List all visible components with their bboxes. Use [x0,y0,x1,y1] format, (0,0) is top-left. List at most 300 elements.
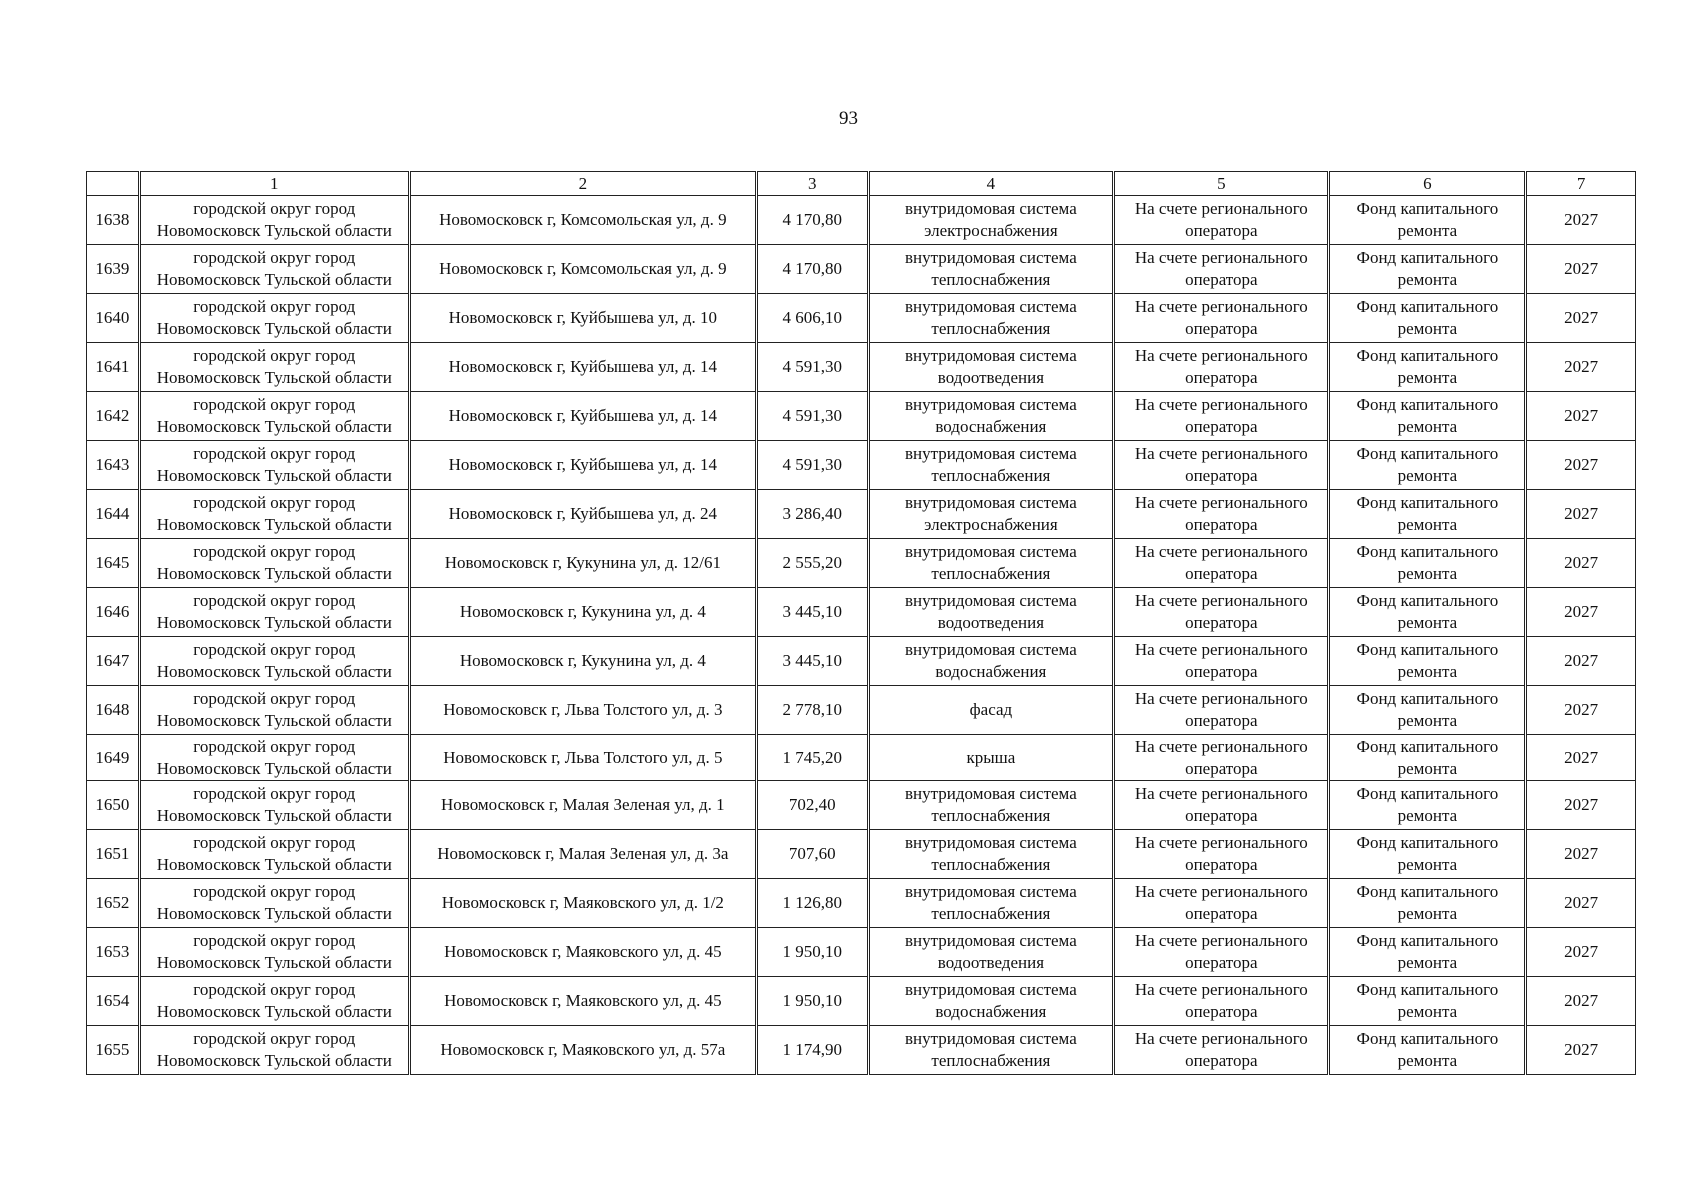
work-type-cell [868,588,1114,637]
account-cell [1114,490,1329,539]
area-text: 1 174,90 [782,1040,842,1059]
fund-line2: ремонта [1397,662,1458,681]
address-cell [409,392,756,441]
table-row [87,735,1636,781]
year-cell [1526,637,1636,686]
address-text: Новомосковск г, Маяковского ул, д. 45 [444,942,722,961]
work-line1: внутридомовая система [905,493,1077,512]
work-line1: внутридомовая система [905,980,1077,999]
municipality-line2: Новомосковск Тульской области [156,319,392,338]
work-type-cell [868,539,1114,588]
year-text: 2027 [1564,1040,1599,1059]
work-line2: теплоснабжения [931,564,1051,583]
fund-cell [1329,735,1526,781]
year-cell [1526,879,1636,928]
municipality-cell [139,441,409,490]
area-text: 3 445,10 [782,602,842,621]
header-cell-2: 2 [409,172,756,196]
address-text: Новомосковск г, Куйбышева ул, д. 10 [448,308,718,327]
municipality-line1: городской округ город [193,784,356,803]
address-cell [409,1026,756,1075]
year-cell [1526,392,1636,441]
account-line1: На счете регионального [1134,833,1308,852]
municipality-cell [139,490,409,539]
fund-cell [1329,490,1526,539]
address-cell [409,294,756,343]
municipality-line1: городской округ город [193,689,356,708]
municipality-cell [139,343,409,392]
fund-cell [1329,977,1526,1026]
fund-cell [1329,294,1526,343]
row-number [87,781,140,830]
municipality-line1: городской округ город [193,444,356,463]
fund-line1: Фонд капитального [1356,931,1499,950]
area-text: 4 606,10 [782,308,842,327]
row-number-text: 1644 [95,504,130,523]
year-text: 2027 [1564,893,1599,912]
table-row [87,343,1636,392]
fund-line1: Фонд капитального [1356,248,1499,267]
work-type-cell [868,781,1114,830]
work-line1: внутридомовая система [905,248,1077,267]
municipality-line2: Новомосковск Тульской области [156,417,392,436]
work-type-cell [868,879,1114,928]
fund-line2: ремонта [1397,564,1458,583]
table-row [87,392,1636,441]
account-line2: оператора [1185,855,1258,874]
fund-cell [1329,539,1526,588]
year-text: 2027 [1564,553,1599,572]
work-type-cell [868,392,1114,441]
account-cell [1114,735,1329,781]
address-text: Новомосковск г, Маяковского ул, д. 45 [444,991,722,1010]
table-row [87,928,1636,977]
account-line2: оператора [1185,1051,1258,1070]
address-text: Новомосковск г, Льва Толстого ул, д. 3 [443,700,723,719]
table-row [87,441,1636,490]
table-row [87,686,1636,735]
row-number-text: 1647 [95,651,130,670]
address-text: Новомосковск г, Кукунина ул, д. 12/61 [444,553,721,572]
work-type-cell [868,1026,1114,1075]
address-text: Новомосковск г, Кукунина ул, д. 4 [459,651,706,670]
area-cell [756,343,868,392]
account-cell [1114,441,1329,490]
address-cell [409,781,756,830]
row-number [87,830,140,879]
fund-line1: Фонд капитального [1356,882,1499,901]
account-line1: На счете регионального [1134,980,1308,999]
account-line2: оператора [1185,758,1258,778]
municipality-line2: Новомосковск Тульской области [156,806,392,825]
municipality-line2: Новомосковск Тульской области [156,662,392,681]
municipality-line2: Новомосковск Тульской области [156,515,392,534]
area-text: 707,60 [788,844,836,863]
row-number [87,637,140,686]
address-cell [409,441,756,490]
municipality-cell [139,539,409,588]
header-cell-6: 6 [1329,172,1526,196]
work-line2: водоотведения [937,368,1045,387]
row-number [87,879,140,928]
row-number [87,928,140,977]
account-cell [1114,781,1329,830]
account-line2: оператора [1185,221,1258,240]
work-line2: водоснабжения [935,417,1047,436]
address-text: Новомосковск г, Льва Толстого ул, д. 5 [443,747,723,767]
header-cell-num [87,172,140,196]
table-row [87,1026,1636,1075]
work-line1: крыша [966,747,1016,767]
fund-line1: Фонд капитального [1356,980,1499,999]
account-cell [1114,245,1329,294]
fund-line1: Фонд капитального [1356,346,1499,365]
account-line2: оператора [1185,515,1258,534]
work-line1: внутридомовая система [905,395,1077,414]
area-cell [756,490,868,539]
work-line2: водоотведения [937,613,1045,632]
fund-cell [1329,879,1526,928]
municipality-cell [139,879,409,928]
table-row [87,539,1636,588]
municipality-line2: Новомосковск Тульской области [156,221,392,240]
area-text: 4 591,30 [782,406,842,425]
address-text: Новомосковск г, Куйбышева ул, д. 24 [448,504,718,523]
municipality-line2: Новомосковск Тульской области [156,466,392,485]
fund-line2: ремонта [1397,221,1458,240]
row-number [87,196,140,245]
area-cell [756,686,868,735]
area-cell [756,245,868,294]
municipality-cell [139,735,409,781]
row-number [87,392,140,441]
address-text: Новомосковск г, Малая Зеленая ул, д. 3а [437,844,729,863]
municipality-line1: городской округ город [193,493,356,512]
area-cell [756,441,868,490]
year-text: 2027 [1564,406,1599,425]
account-line1: На счете регионального [1134,444,1308,463]
year-text: 2027 [1564,357,1599,376]
fund-line2: ремонта [1397,711,1458,730]
year-cell [1526,928,1636,977]
address-cell [409,735,756,781]
account-cell [1114,686,1329,735]
account-line1: На счете регионального [1134,689,1308,708]
row-number [87,686,140,735]
fund-line2: ремонта [1397,319,1458,338]
table-row [87,879,1636,928]
fund-cell [1329,343,1526,392]
year-text: 2027 [1564,308,1599,327]
fund-cell [1329,1026,1526,1075]
work-line1: внутридомовая система [905,444,1077,463]
table-row [87,830,1636,879]
fund-cell [1329,245,1526,294]
area-cell [756,539,868,588]
fund-line2: ремонта [1397,1002,1458,1021]
work-type-cell [868,294,1114,343]
row-number-text: 1651 [95,844,130,863]
municipality-cell [139,1026,409,1075]
header-cell-3: 3 [756,172,868,196]
account-line2: оператора [1185,319,1258,338]
municipality-cell [139,294,409,343]
address-cell [409,830,756,879]
work-line1: внутридомовая система [905,591,1077,610]
municipality-cell [139,830,409,879]
fund-line1: Фонд капитального [1356,736,1499,756]
fund-line2: ремонта [1397,270,1458,289]
account-line1: На счете регионального [1134,931,1308,950]
header-cell-4: 4 [868,172,1114,196]
work-line2: теплоснабжения [931,270,1051,289]
work-type-cell [868,245,1114,294]
fund-line1: Фонд капитального [1356,591,1499,610]
municipality-line1: городской округ город [193,199,356,218]
municipality-cell [139,392,409,441]
account-line1: На счете регионального [1134,346,1308,365]
address-cell [409,928,756,977]
fund-line1: Фонд капитального [1356,444,1499,463]
fund-line1: Фонд капитального [1356,689,1499,708]
year-cell [1526,245,1636,294]
row-number-text: 1649 [95,747,130,767]
fund-line2: ремонта [1397,466,1458,485]
work-line2: теплоснабжения [931,855,1051,874]
table-row [87,294,1636,343]
area-cell [756,1026,868,1075]
address-cell [409,637,756,686]
table-body [87,196,1636,1075]
area-cell [756,781,868,830]
year-cell [1526,588,1636,637]
account-line2: оператора [1185,466,1258,485]
header-cell-7: 7 [1526,172,1636,196]
account-line1: На счете регионального [1134,784,1308,803]
fund-line2: ремонта [1397,417,1458,436]
fund-line1: Фонд капитального [1356,640,1499,659]
municipality-line2: Новомосковск Тульской области [156,758,392,778]
row-number-text: 1645 [95,553,130,572]
work-line1: внутридомовая система [905,346,1077,365]
work-type-cell [868,343,1114,392]
municipality-line2: Новомосковск Тульской области [156,564,392,583]
work-line2: электроснабжения [924,221,1058,240]
municipality-line1: городской округ город [193,640,356,659]
fund-cell [1329,392,1526,441]
row-number-text: 1638 [95,210,130,229]
year-cell [1526,196,1636,245]
account-line1: На счете регионального [1134,640,1308,659]
address-text: Новомосковск г, Куйбышева ул, д. 14 [448,455,718,474]
municipality-line2: Новомосковск Тульской области [156,270,392,289]
fund-cell [1329,441,1526,490]
year-cell [1526,490,1636,539]
fund-line2: ремонта [1397,758,1458,778]
fund-line1: Фонд капитального [1356,395,1499,414]
area-text: 702,40 [788,795,836,814]
address-text: Новомосковск г, Кукунина ул, д. 4 [459,602,706,621]
area-cell [756,735,868,781]
work-line1: внутридомовая система [905,784,1077,803]
work-line2: водоснабжения [935,662,1047,681]
year-cell [1526,977,1636,1026]
account-cell [1114,928,1329,977]
work-type-cell [868,686,1114,735]
year-text: 2027 [1564,747,1599,767]
row-number-text: 1653 [95,942,130,961]
address-cell [409,588,756,637]
work-line2: теплоснабжения [931,806,1051,825]
fund-cell [1329,196,1526,245]
municipality-line2: Новомосковск Тульской области [156,1002,392,1021]
municipality-line1: городской округ город [193,591,356,610]
fund-line2: ремонта [1397,613,1458,632]
table-row [87,490,1636,539]
address-cell [409,977,756,1026]
account-cell [1114,196,1329,245]
work-line1: внутридомовая система [905,199,1077,218]
address-cell [409,245,756,294]
account-line1: На счете регионального [1134,1029,1308,1048]
year-text: 2027 [1564,259,1599,278]
row-number-text: 1639 [95,259,130,278]
address-text: Новомосковск г, Малая Зеленая ул, д. 1 [441,795,725,814]
account-cell [1114,588,1329,637]
year-text: 2027 [1564,991,1599,1010]
account-line2: оператора [1185,417,1258,436]
account-cell [1114,879,1329,928]
year-text: 2027 [1564,844,1599,863]
account-cell [1114,294,1329,343]
account-line1: На счете регионального [1134,248,1308,267]
table-row [87,637,1636,686]
header-row [87,172,1636,196]
year-text: 2027 [1564,651,1599,670]
fund-line2: ремонта [1397,515,1458,534]
work-type-cell [868,977,1114,1026]
area-text: 1 745,20 [782,747,842,767]
account-line1: На счете регионального [1134,591,1308,610]
municipality-cell [139,928,409,977]
municipality-cell [139,245,409,294]
fund-cell [1329,928,1526,977]
municipality-line1: городской округ город [193,395,356,414]
municipality-line1: городской округ город [193,882,356,901]
fund-line1: Фонд капитального [1356,297,1499,316]
capital-repair-table [86,171,1636,1075]
fund-line1: Фонд капитального [1356,1029,1499,1048]
work-line2: теплоснабжения [931,1051,1051,1070]
work-line1: фасад [969,700,1013,719]
account-line1: На счете регионального [1134,493,1308,512]
fund-cell [1329,637,1526,686]
area-text: 1 126,80 [782,893,842,912]
area-text: 1 950,10 [782,942,842,961]
fund-line2: ремонта [1397,806,1458,825]
municipality-line2: Новомосковск Тульской области [156,613,392,632]
area-text: 2 778,10 [782,700,842,719]
header-cell-1: 1 [139,172,409,196]
work-line2: теплоснабжения [931,466,1051,485]
work-type-cell [868,490,1114,539]
area-text: 1 950,10 [782,991,842,1010]
work-type-cell [868,441,1114,490]
area-text: 3 445,10 [782,651,842,670]
municipality-line2: Новомосковск Тульской области [156,953,392,972]
fund-line1: Фонд капитального [1356,199,1499,218]
municipality-cell [139,781,409,830]
row-number [87,588,140,637]
year-cell [1526,294,1636,343]
municipality-cell [139,196,409,245]
account-cell [1114,539,1329,588]
address-cell [409,539,756,588]
municipality-line2: Новомосковск Тульской области [156,368,392,387]
municipality-line1: городской округ город [193,542,356,561]
work-line2: электроснабжения [924,515,1058,534]
account-cell [1114,637,1329,686]
row-number [87,441,140,490]
area-cell [756,588,868,637]
work-line2: водоотведения [937,953,1045,972]
fund-line1: Фонд капитального [1356,784,1499,803]
year-cell [1526,686,1636,735]
work-line1: внутридомовая система [905,297,1077,316]
municipality-line2: Новомосковск Тульской области [156,904,392,923]
row-number [87,294,140,343]
fund-line1: Фонд капитального [1356,493,1499,512]
table-header [87,172,1636,196]
address-text: Новомосковск г, Комсомольская ул, д. 9 [439,210,727,229]
address-text: Новомосковск г, Куйбышева ул, д. 14 [448,357,718,376]
area-cell [756,392,868,441]
municipality-line2: Новомосковск Тульской области [156,855,392,874]
year-text: 2027 [1564,602,1599,621]
account-cell [1114,977,1329,1026]
address-text: Новомосковск г, Маяковского ул, д. 57а [440,1040,726,1059]
row-number-text: 1640 [95,308,130,327]
fund-cell [1329,588,1526,637]
area-text: 2 555,20 [782,553,842,572]
fund-line2: ремонта [1397,904,1458,923]
work-line1: внутридомовая система [905,542,1077,561]
area-cell [756,294,868,343]
account-line1: На счете регионального [1134,199,1308,218]
municipality-cell [139,686,409,735]
account-line2: оператора [1185,368,1258,387]
row-number [87,539,140,588]
area-cell [756,830,868,879]
municipality-line1: городской округ город [193,346,356,365]
work-type-cell [868,830,1114,879]
address-text: Новомосковск г, Маяковского ул, д. 1/2 [441,893,724,912]
municipality-line1: городской округ город [193,1029,356,1048]
row-number [87,343,140,392]
area-cell [756,928,868,977]
work-line1: внутридомовая система [905,931,1077,950]
work-line2: водоснабжения [935,1002,1047,1021]
fund-cell [1329,686,1526,735]
account-line1: На счете регионального [1134,736,1308,756]
row-number-text: 1655 [95,1040,130,1059]
row-number [87,1026,140,1075]
account-line1: На счете регионального [1134,297,1308,316]
year-cell [1526,343,1636,392]
fund-line2: ремонта [1397,1051,1458,1070]
account-line1: На счете регионального [1134,542,1308,561]
year-cell [1526,1026,1636,1075]
